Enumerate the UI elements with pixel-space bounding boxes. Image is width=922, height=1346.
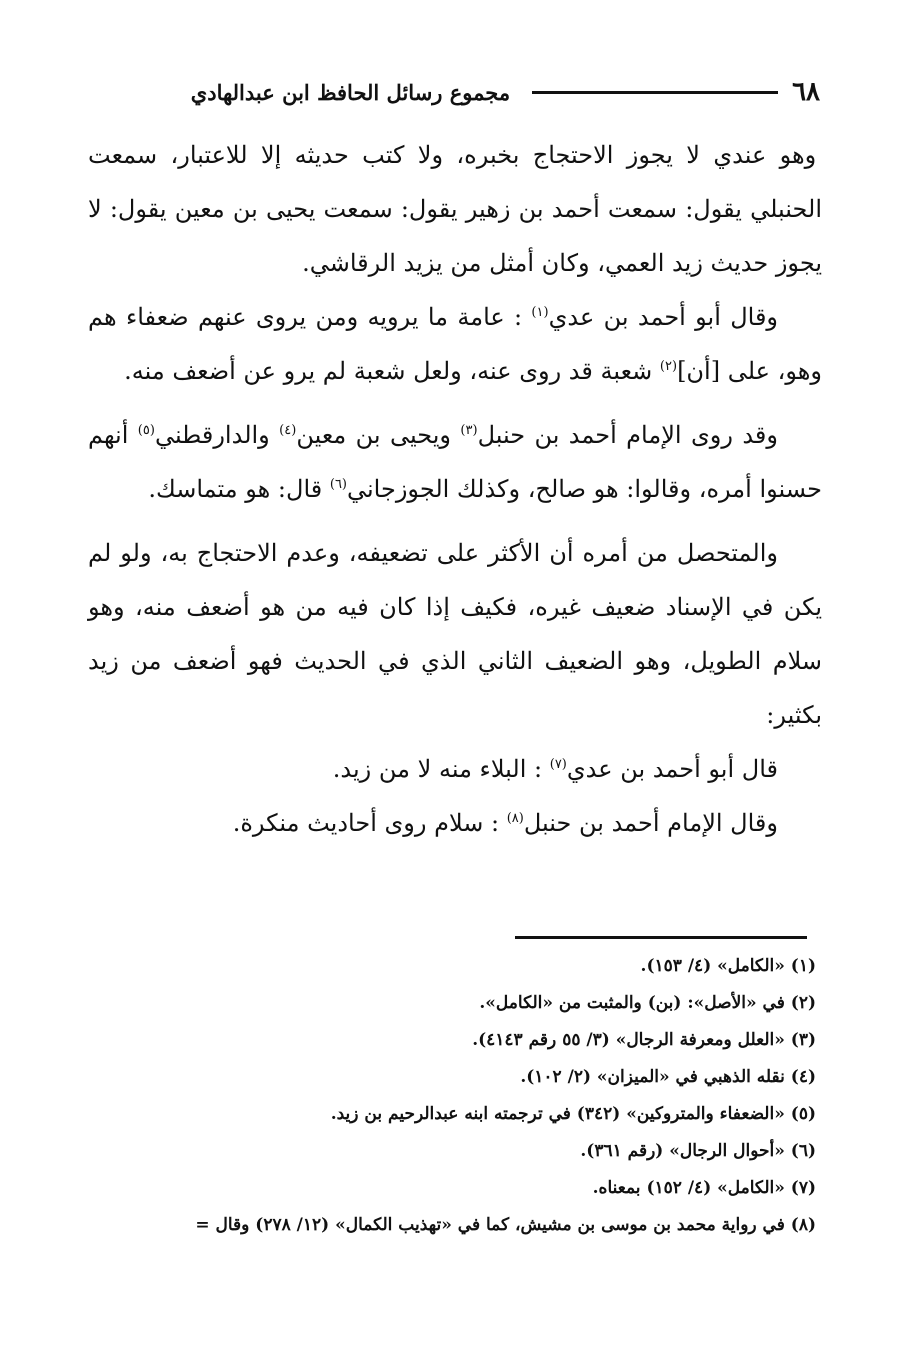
page-header [92,72,820,112]
footnote-ref: (٣) [460,423,478,438]
paragraph-3 [88,408,822,516]
text-segment: ويحيى بن معين [296,421,461,449]
footnote: (٥) «الضعفاء والمتروكين» (٣٤٢) في ترجمته ابنه عبدالرحيم بن زيد. [330,1104,816,1124]
footnote: (٢) في «الأصل»: (بن) والمثبت من «الكامل». [479,993,816,1013]
footnotes [40,948,816,1244]
text-segment: وقال أبو أحمد بن عدي [548,303,779,331]
paragraph-4: والمتحصل من أمره أن الأكثر على تضعيفه، وعدم الاحتجاج به، ولو لم يكن في الإسناد ضعيف غيره، فكيف إذا كان فيه من هو أضعف منه، وهو سلام الطويل، وهو الضعيف الثاني الذي في الحديث فهو أضعف من زيد بكثير: [88,539,822,729]
text-segment: قال أبو أحمد بن عدي [566,755,778,783]
text-segment: وقال الإمام أحمد بن حنبل [523,809,778,837]
main-text [88,128,822,850]
text-segment: شعبة قد روى عنه، ولعل شعبة لم يرو عن أضعف منه. [124,357,660,385]
paragraph-line: الحنبلي يقول: سمعت أحمد بن زهير يقول: سمعت يحيى بن معين يقول: [101,195,822,223]
footnote: (٤) نقله الذهبي في «الميزان» (٢/ ١٠٢). [520,1067,816,1087]
page-number: ٦٨ [792,77,820,107]
text-segment: : سلام روى أحاديث منكرة. [232,809,507,837]
footnote-ref: (٦) [329,477,347,492]
text-segment: والدارقطني [154,421,280,449]
text-segment: وقد روى الإمام أحمد بن حنبل [477,421,778,449]
paragraph-line: وهو عندي لا يجوز الاحتجاج بخبره، ولا كتب حديثه إلا للاعتبار، سمعت [88,141,817,169]
text-segment: : البلاء منه لا من زيد. [332,755,550,783]
text-segment: أنهم حسنوا أمره، وقالوا: هو صالح، وكذلك الجوزجاني [88,421,822,503]
footnote-ref: (١) [531,305,549,320]
footnote-ref: (٥) [137,423,155,438]
footnote-ref: (٨) [506,811,524,826]
text-segment: قال: هو متماسك. [148,475,330,503]
footnote: (٦) «أحوال الرجال» (رقم ٣٦١). [580,1141,816,1161]
footnote-ref: (٢) [659,359,678,374]
footnote-separator [515,936,807,939]
header-rule [532,91,778,94]
footnote: (٧) «الكامل» (٤/ ١٥٢) بمعناه. [592,1178,816,1198]
text-segment: : عامة ما يرويه ومن يروى عنهم ضعفاء هم وهو، على [أن] [88,303,822,385]
paragraph-2 [88,290,822,398]
footnote-ref: (٤) [279,423,297,438]
running-title: مجموع رسائل الحافظ ابن عبدالهادي [190,79,511,105]
paragraph-5 [88,742,822,796]
footnote: (١) «الكامل» (٤/ ١٥٣). [640,956,816,976]
paragraph-1 [88,128,822,290]
paragraph-line: لا يجوز حديث زيد العمي، وكان أمثل من يزيد الرقاشي. [88,195,822,277]
footnote-ref: (٧) [549,757,567,772]
paragraph-6 [88,796,822,850]
footnote: (٨) في رواية محمد بن موسى بن مشيش، كما في «تهذيب الكمال» (١٢/ ٢٧٨) وقال = [195,1215,816,1235]
footnote: (٣) «العلل ومعرفة الرجال» (٣/ ٥٥ رقم ٤١٤٣). [472,1030,816,1050]
